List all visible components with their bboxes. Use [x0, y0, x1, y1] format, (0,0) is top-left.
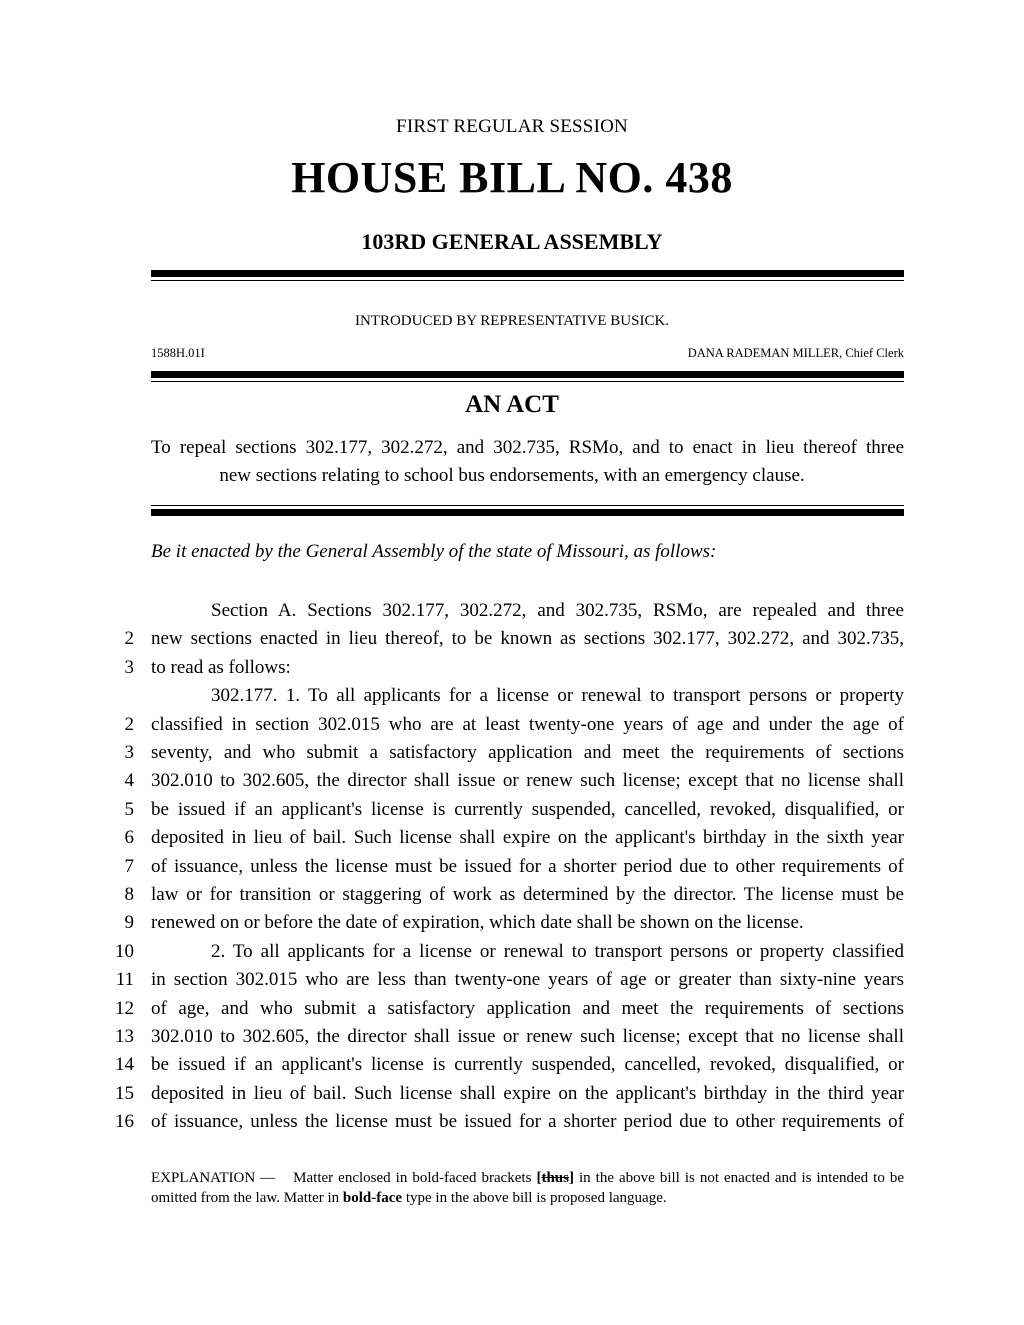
bill-text-line: seventy, and who submit a satisfactory application and meet the requirements of sections [151, 742, 904, 763]
bill-text-line: 302.177. 1. To all applicants for a license or renewal to transport persons or property [211, 685, 904, 706]
assembly-label: 103RD GENERAL ASSEMBLY [361, 229, 663, 254]
struck-example: thus [541, 1170, 569, 1186]
line-number: 6 [124, 827, 134, 848]
line-number: 10 [115, 941, 134, 962]
line-number: 11 [115, 969, 134, 990]
line-number: 7 [124, 856, 134, 877]
line-number: 8 [124, 884, 134, 905]
bill-text-line: of issuance, unless the license must be issued for a shorter period due to other requirements of [151, 1111, 904, 1132]
bill-text-line: law or for transition or staggering of work as determined by the director. The license must be [151, 884, 904, 905]
act-rule-thick [151, 371, 904, 378]
line-number: 3 [124, 657, 134, 678]
introduced-by: INTRODUCED BY REPRESENTATIVE BUSICK. [354, 313, 670, 329]
act-title-line-1: To repeal sections 302.177, 302.272, and 302.735, RSMo, and to enact in lieu thereof three [151, 437, 904, 458]
explanation-label: EXPLANATION — [151, 1170, 276, 1186]
explanation-text-2: in the above bill is not enacted and is intended to be omitted from the law. Matter in [151, 1170, 904, 1206]
line-number: 13 [115, 1026, 134, 1047]
bill-text-line: 2. To all applicants for a license or renewal to transport persons or property classified [211, 941, 904, 962]
bill-text-line: classified in section 302.015 who are at least twenty-one years of age and under the age of [151, 714, 904, 735]
bill-text-line: Section A. Sections 302.177, 302.272, and 302.735, RSMo, are repealed and three [211, 600, 904, 621]
explanation-text-1: Matter enclosed in bold-faced brackets [293, 1170, 537, 1186]
line-number: 4 [124, 770, 134, 791]
act-end-rule-thick [151, 509, 904, 516]
bill-text-line: to read as follows: [151, 657, 291, 678]
bill-text-line: of issuance, unless the license must be issued for a shorter period due to other requirements of [151, 856, 904, 877]
line-number: 16 [115, 1111, 134, 1132]
bold-face-example: bold-face [342, 1190, 403, 1206]
bill-text-line: renewed on or before the date of expiration, which date shall be shown on the license. [151, 912, 804, 933]
bill-text-line: 302.010 to 302.605, the director shall issue or renew such license; except that no license shall [151, 1026, 904, 1047]
line-number: 2 [124, 628, 134, 649]
line-number: 14 [115, 1054, 134, 1075]
bill-title: HOUSE BILL NO. 438 [291, 153, 733, 202]
line-number: 12 [115, 998, 134, 1019]
explanation-text-3: type in the above bill is proposed language. [402, 1190, 667, 1206]
bill-text-line: in section 302.015 who are less than twenty-one years of age or greater than sixty-nine years [151, 969, 904, 990]
document-id: 1588H.01I [151, 346, 205, 360]
line-number: 3 [124, 742, 134, 763]
bill-text-line: deposited in lieu of bail. Such license shall expire on the applicant's birthday in the third year [151, 1083, 904, 1104]
explanation-footer [151, 1168, 904, 1208]
line-number: 9 [124, 912, 134, 933]
bracket-open: [ [536, 1170, 542, 1186]
header-rule-thin [151, 280, 904, 281]
act-rule-thin [151, 381, 904, 382]
bill-text-line: deposited in lieu of bail. Such license shall expire on the applicant's birthday in the sixth year [151, 827, 904, 848]
bill-text-line: 302.010 to 302.605, the director shall issue or renew such license; except that no license shall [151, 770, 904, 791]
bill-text-line: new sections enacted in lieu thereof, to be known as sections 302.177, 302.272, and 302.735, [151, 628, 904, 649]
bill-text-line: be issued if an applicant's license is currently suspended, cancelled, revoked, disqualified, or [151, 799, 904, 820]
session-label: FIRST REGULAR SESSION [396, 116, 628, 137]
header-rule-thick [151, 270, 904, 277]
chief-clerk: DANA RADEMAN MILLER, Chief Clerk [687, 346, 904, 360]
line-number: 2 [124, 714, 134, 735]
act-title-line-2: new sections relating to school bus endorsements, with an emergency clause. [219, 465, 805, 486]
act-heading: AN ACT [465, 391, 559, 418]
enacting-clause: Be it enacted by the General Assembly of the state of Missouri, as follows: [151, 541, 717, 562]
bill-text-line: of age, and who submit a satisfactory application and meet the requirements of sections [151, 998, 904, 1019]
line-number: 5 [124, 799, 134, 820]
bracket-close: ] [568, 1170, 574, 1186]
line-number: 15 [115, 1083, 134, 1104]
act-end-rule-thin [151, 505, 904, 506]
bill-text-line: be issued if an applicant's license is currently suspended, cancelled, revoked, disqualified, or [151, 1054, 904, 1075]
